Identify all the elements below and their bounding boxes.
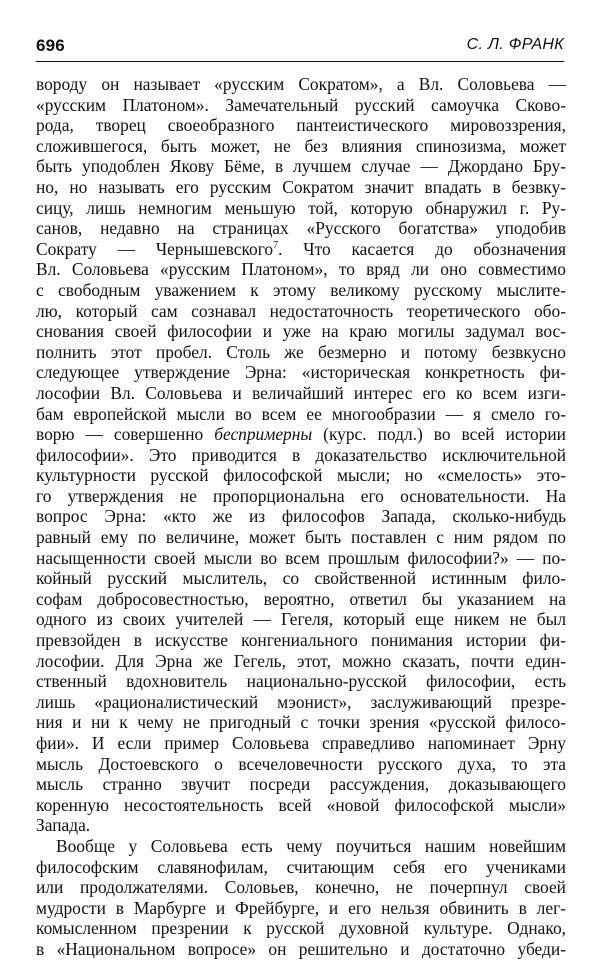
text-line: одного из своих учителей — Гегеля, который еще никем не был: [36, 609, 566, 630]
text-line: бам европейской мысли во всем ее многообразии — я смело го-: [36, 403, 566, 424]
text-line: мудрости в Марбурге и Фрейбурге, и его нельзя обвинить в лег-: [36, 897, 566, 918]
text-line: философии». Это приводится в доказательство исключительной: [36, 444, 566, 465]
text-line: лософии. Для Эрна же Гегель, этот, можно сказать, почти един-: [36, 650, 566, 671]
text-line: мысль Достоевского о всечеловечности русского духа, то эта: [36, 753, 566, 774]
text-line: санов, недавно на страницах «Русского богатства» уподобив: [36, 218, 566, 239]
text-line: культурности русской философской мысли; но «смелость» это-: [36, 465, 566, 486]
text-line: Вл. Соловьева «русским Платоном», то вряд ли оно совместимо: [36, 259, 566, 280]
text-line: лософии Вл. Соловьева и величайший интерес его ко всем изги-: [36, 382, 566, 403]
running-head: С. Л. ФРАНК: [466, 36, 564, 53]
text-line-with-emphasis: [36, 424, 566, 445]
line-text: ворю — совершенно: [36, 424, 204, 445]
text-line: с свободным уважением к этому великому русскому мыслите-: [36, 279, 566, 300]
emphasis: беспримерны: [214, 424, 313, 445]
text-line: Запада.: [36, 815, 91, 836]
text-line: фии». И если пример Соловьева справедливо напоминает Эрну: [36, 733, 566, 753]
text-line: «русским Платоном». Замечательный русский самоучка Сково-: [36, 94, 566, 115]
text-line: лю, который сам сознавал недостаточность теоретического обо-: [36, 300, 566, 321]
page-number: 696: [36, 36, 65, 55]
text-line: сложившегося, быть может, не без влияния спинозизма, может: [36, 135, 566, 156]
text-line: насыщенности своей мысли во всем прошлым философии?» — по-: [36, 547, 566, 568]
text-line: сицу, лишь немногим меньшую той, которую обнаружил г. Ру-: [36, 197, 566, 218]
paragraph-start: Вообще у Соловьева есть чему поучиться нашим новейшим: [56, 835, 566, 856]
text-line: следующее утверждение Эрна: «историческая конкретность фи-: [36, 362, 566, 383]
text-line: или продолжателями. Соловьев, конечно, не почерпнул своей: [36, 877, 566, 898]
body-text: [36, 74, 566, 960]
text-line: комысленном презрении к русской духовной культуре. Однако,: [36, 918, 566, 939]
text-line-with-footnote: [36, 239, 566, 260]
footnote-mark[interactable]: 7: [273, 239, 279, 251]
text-line: снования своей философии и уже на краю могилы задумал вос-: [36, 321, 566, 342]
text-line: вопрос Эрна: «кто же из философов Запада, сколько-нибудь: [36, 506, 566, 527]
text-line: лишь «рационалистический мэонист», заслуживающий презре-: [36, 691, 566, 712]
text-line: го утверждения не пропорциональна его основательности. На: [36, 485, 566, 506]
text-line: философским славянофилам, считающим себя его учениками: [36, 856, 566, 877]
page-header: [36, 36, 564, 58]
line-text: Сократу — Чернышевского: [36, 238, 274, 259]
text-line: превзойден в искусстве конгениального понимания истории фи-: [36, 630, 566, 651]
text-line: в «Национальном вопросе» он решительно и достаточно убеди-: [36, 938, 566, 959]
text-line: софам добросовестностью, вероятно, ответил бы указанием на: [36, 588, 566, 609]
text-line: полнить этот пробел. Столь же безмерно и потому безвкусно: [36, 341, 566, 362]
text-line: коренную несостоятельность всей «новой философской мысли»: [36, 794, 566, 815]
text-line: ственный вдохновитель национально-русской философии, есть: [36, 671, 566, 692]
text-line: быть уподоблен Якову Бёме, в лучшем случае — Джордано Бру-: [36, 156, 566, 177]
text-line: койный русский мыслитель, со свойственной истинным фило-: [36, 568, 566, 589]
text-line: но, но называть его русским Сократом значит впадать в безвку-: [36, 176, 566, 197]
text-line: ния и ни к чему не пригодный с точки зрения «русской филосо-: [36, 712, 566, 733]
line-text: . Что касается до обозначения: [278, 238, 566, 259]
text-line: рода, творец своеобразного пантеистического мировоззрения,: [36, 115, 566, 136]
text-line: равный ему по величине, может быть поставлен с ним рядом по: [36, 527, 566, 548]
line-text: (курс. подл.) во всей истории: [312, 424, 566, 445]
header-rule: [36, 61, 564, 62]
text-line: вороду он называет «русским Сократом», а Вл. Соловьева —: [36, 74, 566, 94]
text-line: мысль странно звучит посреди рассуждения, доказывающего: [36, 774, 566, 795]
